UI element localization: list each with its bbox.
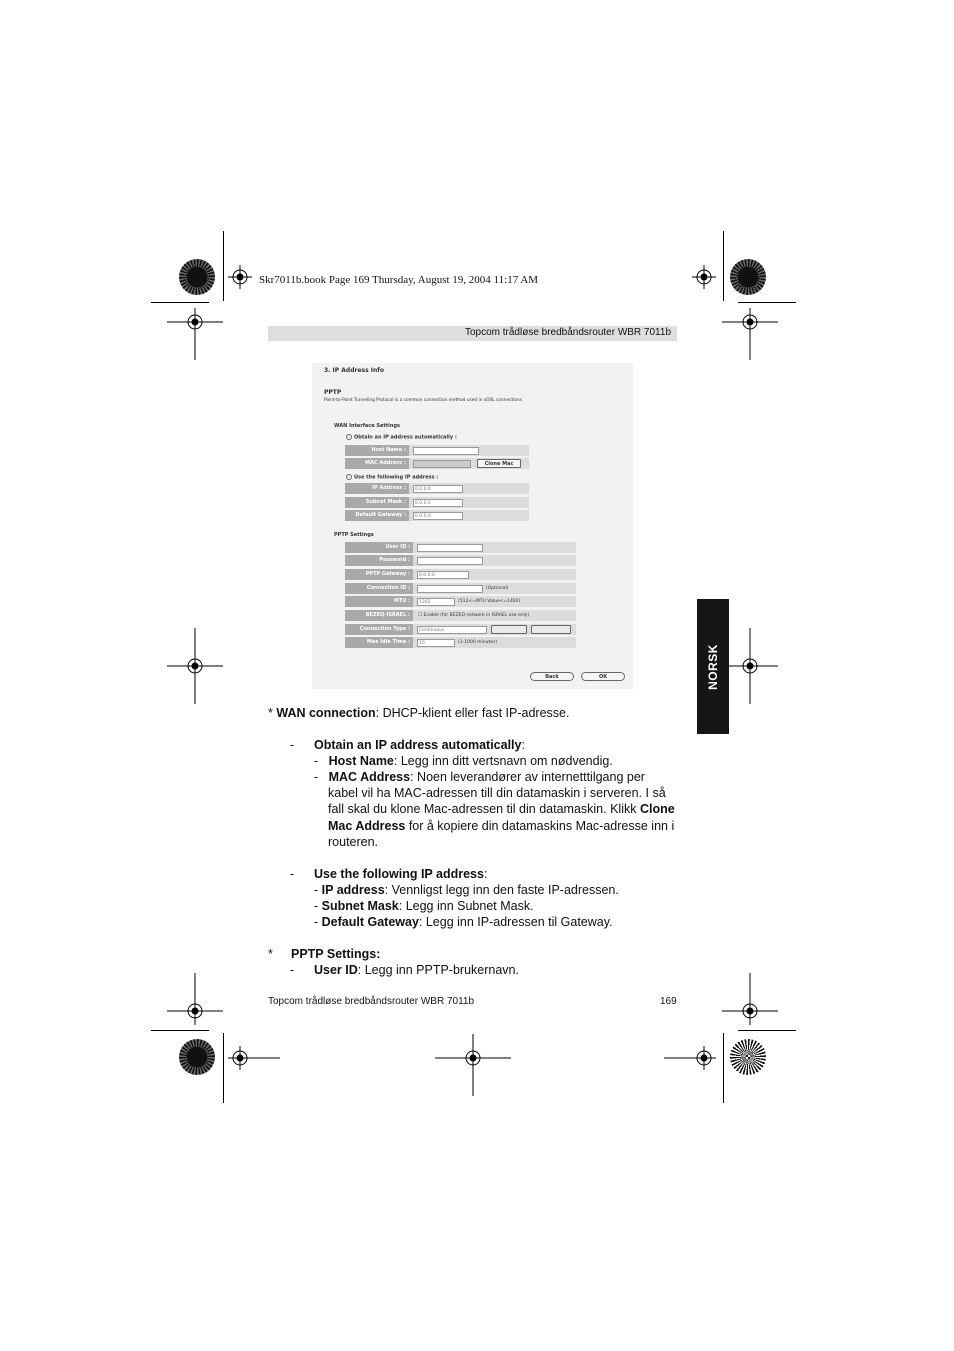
bullet-dash: -: [290, 867, 295, 881]
subnet-mask-line: - Subnet Mask: Legg inn Subnet Mask.: [314, 899, 534, 913]
shot-max-idle-input[interactable]: 10: [417, 639, 455, 647]
shot-use-following[interactable]: Use the following IP address :: [346, 474, 438, 481]
obtain-line: Obtain an IP address automatically:: [314, 738, 525, 752]
shot-label: Connection Type :: [345, 624, 413, 635]
print-slug: Skr7011b.book Page 169 Thursday, August 19, 2004 11:17 AM: [259, 274, 539, 286]
pptp-settings-line: PPTP Settings:: [291, 947, 381, 961]
mac-text-line: fall skal du klone Mac-adressen til din datamaskin. Klikk Clone: [328, 802, 675, 816]
footer-title: Topcom trådløse bredbåndsrouter WBR 7011b: [268, 996, 475, 1007]
shot-label: Subnet Mask :: [345, 497, 409, 508]
page-number: 169: [660, 996, 677, 1007]
wan-connection-line: * WAN connection: DHCP-klient eller fast IP-adresse.: [268, 706, 570, 720]
shot-optional-note: (Optional): [486, 586, 509, 591]
header-title: Topcom trådløse bredbåndsrouter WBR 7011b: [464, 327, 671, 338]
shot-label: BEZEQ-ISRAEL :: [345, 610, 413, 621]
mac-text-line: routeren.: [328, 835, 379, 849]
shot-wan-settings: WAN Interface Settings: [334, 423, 400, 429]
shot-pptp-gateway-input[interactable]: 0.0.0.0: [417, 571, 469, 579]
shot-pptp-settings: PPTP Settings: [334, 532, 374, 538]
mac-text-line: kabel vil ha MAC-adressen till din datamaskin i serveren. I så: [328, 786, 666, 800]
shot-max-idle-hint: (1-1000 minutes): [458, 640, 498, 645]
shot-userid-input[interactable]: [417, 544, 483, 552]
shot-gateway-input[interactable]: 0.0.0.0: [413, 512, 463, 520]
shot-ip-input[interactable]: 0.0.0.0: [413, 485, 463, 493]
default-gateway-line: - Default Gateway: Legg inn IP-adressen til Gateway.: [314, 915, 613, 929]
shot-label: Max Idle Time :: [345, 637, 413, 648]
use-following-line: Use the following IP address:: [314, 867, 488, 881]
shot-section-title: PPTP: [324, 389, 342, 396]
shot-heading: 3. IP Address Info: [324, 367, 384, 374]
shot-password-input[interactable]: [417, 557, 483, 565]
shot-label: User ID :: [345, 542, 413, 553]
shot-ok-button[interactable]: OK: [581, 672, 625, 681]
mac-address-line: - MAC Address: Noen leverandører av internetttilgang per: [314, 770, 645, 784]
user-id-line: User ID: Legg inn PPTP-brukernavn.: [314, 963, 519, 977]
shot-bezeq-checkbox[interactable]: ☐ Enable (for BEZEQ network in ISRAEL use only): [418, 613, 530, 618]
shot-label: PPTP Gateway :: [345, 569, 413, 580]
shot-host-input[interactable]: [413, 447, 479, 455]
shot-connect-button[interactable]: [491, 625, 527, 634]
ip-address-line: - IP address: Vennligst legg inn den faste IP-adressen.: [314, 883, 619, 897]
shot-back-button[interactable]: Back: [530, 672, 574, 681]
shot-mtu-hint: (512<=MTU Value<=1492): [458, 599, 521, 604]
shot-mtu-input[interactable]: 1392: [417, 598, 455, 606]
shot-subnet-input[interactable]: 0.0.0.0: [413, 499, 463, 507]
shot-mac-input[interactable]: [413, 460, 471, 468]
shot-connection-type-select[interactable]: Continuous: [417, 626, 487, 634]
shot-disconnect-button[interactable]: [531, 625, 571, 634]
mac-text-line: Mac Address for å kopiere din datamaskins Mac-adresse inn i: [328, 819, 675, 833]
shot-description: Point-to-Point Tunneling Protocol is a common connection method used in xDSL connections: [324, 398, 522, 403]
bullet-dash: -: [290, 963, 295, 977]
bullet-star: *: [268, 947, 273, 961]
shot-label: Default Gateway :: [345, 510, 409, 521]
shot-connection-id-input[interactable]: [417, 585, 483, 593]
language-tab: [697, 599, 729, 734]
shot-label: IP Address :: [345, 483, 409, 494]
router-config-screenshot: [312, 363, 633, 689]
shot-label: MTU :: [345, 596, 413, 607]
shot-obtain-auto[interactable]: Obtain an IP address automatically :: [346, 434, 457, 441]
host-name-line: - Host Name: Legg inn ditt vertsnavn om nødvendig.: [314, 754, 613, 768]
shot-clone-mac-button[interactable]: Clone Mac: [477, 459, 521, 468]
shot-label: MAC Address :: [345, 458, 409, 469]
shot-label: Password :: [345, 555, 413, 566]
shot-label: Connection ID :: [345, 583, 413, 594]
language-tab-label: NORSK: [706, 643, 720, 690]
running-header: [268, 326, 677, 341]
shot-label: Host Name :: [345, 445, 409, 456]
bullet-dash: -: [290, 738, 295, 752]
